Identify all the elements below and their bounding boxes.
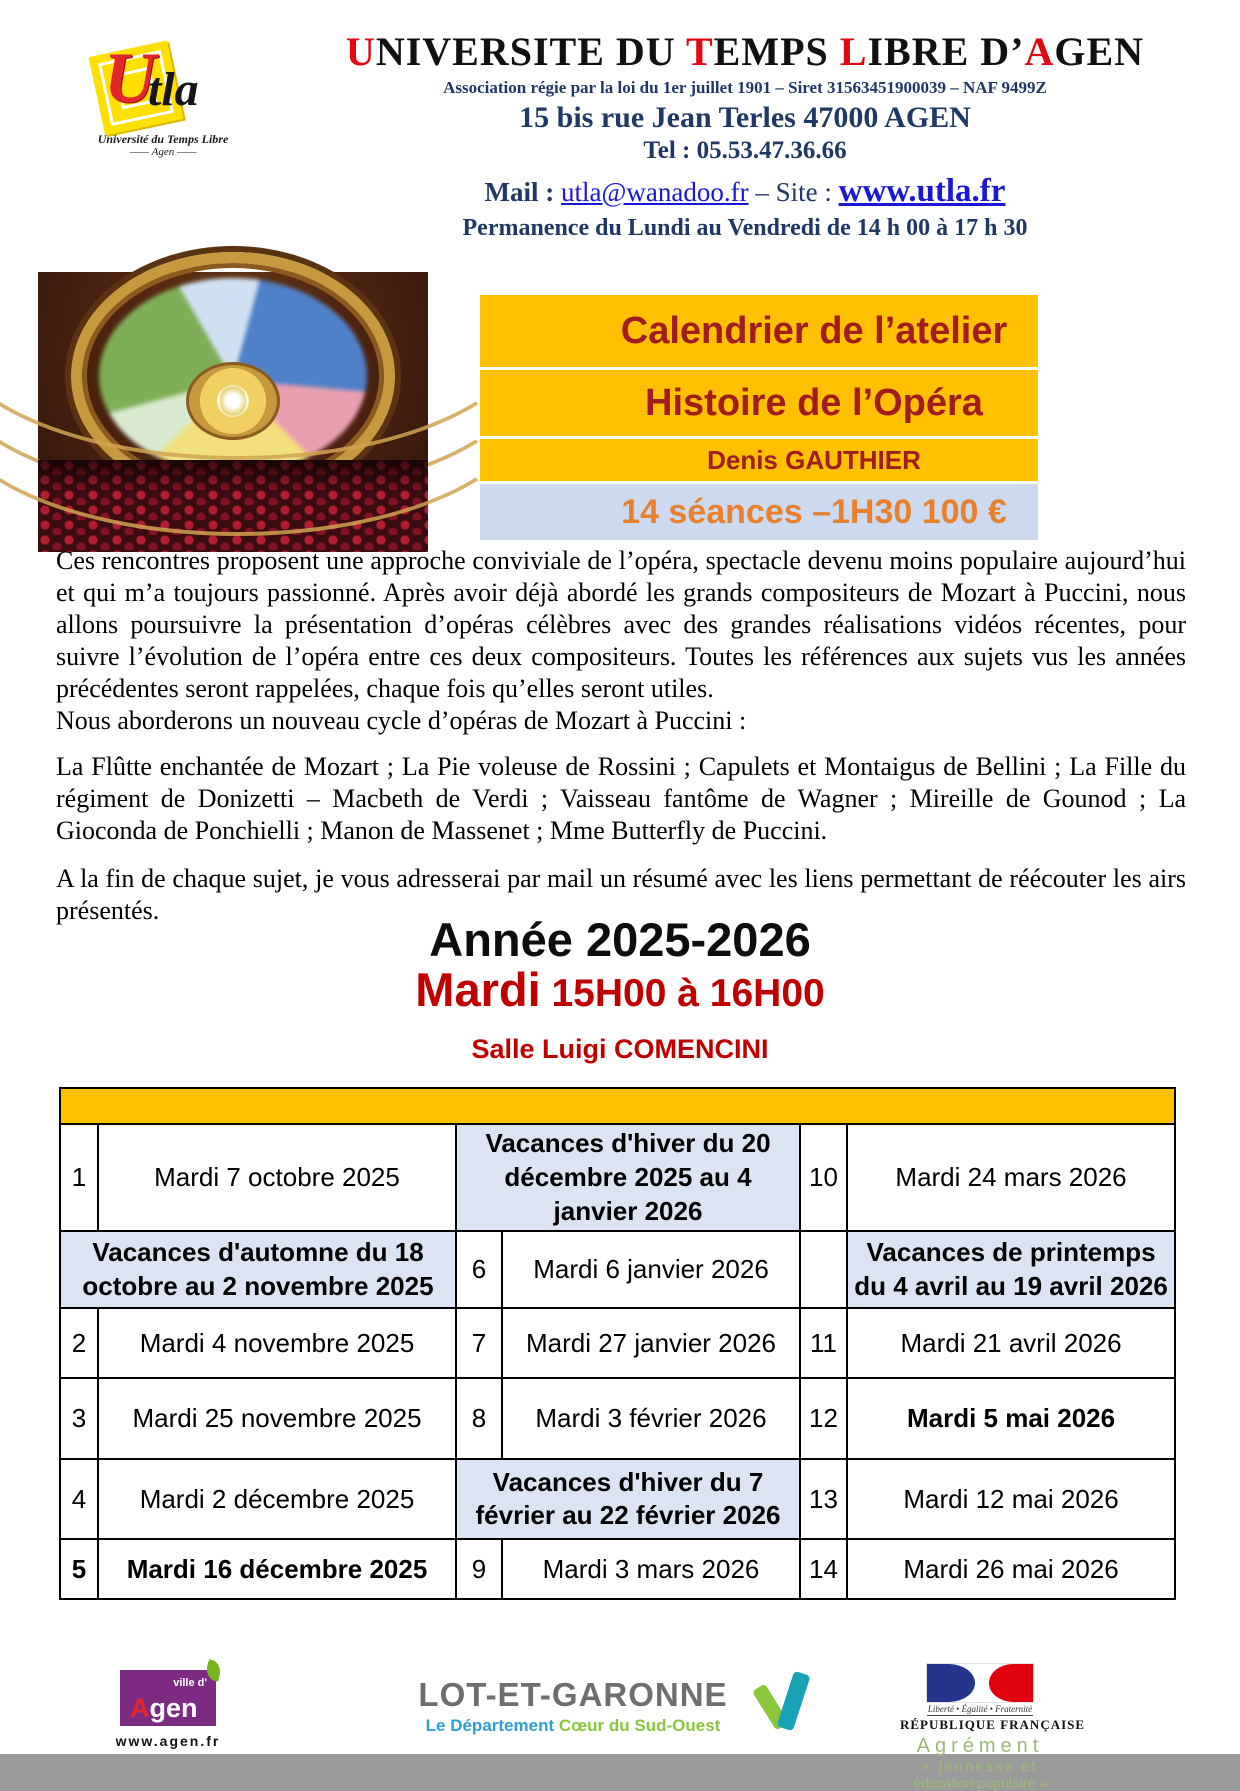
- workshop-banner: [480, 295, 1038, 540]
- session-date: Mardi 4 novembre 2025: [98, 1308, 456, 1378]
- intro-paragraph-3: La Flûtte enchantée de Mozart ; La Pie voleuse de Rossini ; Capulets et Montaigus de Bellini ; La Fille du régiment de Donizetti – Macbeth de Verdi ; Vaisseau fantôme de Wagner ; Mireille de Gounod ; La Gioconda de Ponchielli ; Manon de Massenet ; Mme Butterfly de Puccini.: [56, 752, 1186, 845]
- intro-text: [56, 545, 1186, 927]
- contact-line: [255, 173, 1235, 210]
- session-number: 10: [800, 1124, 847, 1231]
- table-header-cell: [60, 1088, 1175, 1124]
- session-number: 12: [800, 1378, 847, 1459]
- session-date: Mardi 3 février 2026: [502, 1378, 800, 1459]
- agen-logo-box: [120, 1670, 216, 1726]
- departement-tagline-blue: Le Département: [425, 1716, 555, 1735]
- session-number: 4: [60, 1459, 98, 1539]
- session-number: 7: [456, 1308, 502, 1378]
- session-date: Mardi 26 mai 2026: [847, 1539, 1175, 1599]
- session-number: 13: [800, 1459, 847, 1539]
- year-heading: Année 2025-2026: [429, 913, 811, 966]
- session-date: Mardi 6 janvier 2026: [502, 1231, 800, 1308]
- session-date: Mardi 25 novembre 2025: [98, 1378, 456, 1459]
- title-part: A: [1024, 29, 1055, 74]
- departement-tagline: [393, 1716, 753, 1736]
- session-number: 6: [456, 1231, 502, 1308]
- agen-name-rest: gen: [149, 1693, 198, 1723]
- agrement-line2: « jeunesse et: [922, 1758, 1038, 1775]
- agen-city-logo: [108, 1670, 228, 1749]
- session-date: Mardi 12 mai 2026: [847, 1459, 1175, 1539]
- session-date: Mardi 21 avril 2026: [847, 1308, 1175, 1378]
- agrement-line3: éducation populaire »: [913, 1775, 1047, 1791]
- weekday-time-heading: [0, 962, 1240, 1017]
- session-number: 3: [60, 1378, 98, 1459]
- session-number: 5: [60, 1539, 98, 1599]
- banner-title-line2: Histoire de l’Opéra: [480, 370, 1038, 436]
- flag-blue-block: [927, 1664, 975, 1702]
- session-date: Mardi 3 mars 2026: [502, 1539, 800, 1599]
- vacation-note: Vacances d'automne du 18 octobre au 2 novembre 2025: [60, 1231, 456, 1308]
- lot-et-garonne-logo: [393, 1676, 753, 1736]
- vacation-note: Vacances d'hiver du 20 décembre 2025 au 4 janvier 2026: [456, 1124, 800, 1231]
- agen-website: [108, 1733, 228, 1749]
- page-title: [255, 28, 1235, 75]
- session-date: Mardi 2 décembre 2025: [98, 1459, 456, 1539]
- table-row: [60, 1378, 1175, 1459]
- agen-ville-label: ville d': [173, 1677, 207, 1689]
- vacation-note: Vacances d'hiver du 7 février au 22 février 2026: [456, 1459, 800, 1539]
- weekday: Mardi: [415, 963, 541, 1016]
- title-part: GEN: [1054, 29, 1145, 74]
- table-row: [60, 1231, 1175, 1308]
- opera-ceiling-photo: [38, 272, 428, 552]
- utla-logo-tla: tla: [148, 63, 199, 116]
- intro-paragraph-2: Nous aborderons un nouveau cycle d’opéras de Mozart à Puccini :: [56, 706, 747, 735]
- session-number: 8: [456, 1378, 502, 1459]
- intro-paragraph-4: A la fin de chaque sujet, je vous adresserai par mail un résumé avec les liens permettant de réécouter les airs présentés.: [56, 864, 1186, 925]
- website-link[interactable]: www.utla.fr: [838, 173, 1006, 209]
- utla-logo-caption: Université du Temps Libre: [97, 132, 229, 146]
- french-flag-icon: [927, 1664, 1033, 1702]
- departement-tagline-green: Cœur du Sud-Ouest: [554, 1716, 721, 1735]
- session-number: 9: [456, 1539, 502, 1599]
- title-part: U: [345, 29, 376, 74]
- address-line: 15 bis rue Jean Terles 47000 AGEN: [519, 101, 971, 134]
- table-row: [60, 1459, 1175, 1539]
- session-date: Mardi 16 décembre 2025: [98, 1539, 456, 1599]
- session-calendar-table: [59, 1087, 1176, 1600]
- session-date: Mardi 24 mars 2026: [847, 1124, 1175, 1231]
- title-part: L: [839, 29, 868, 74]
- session-date: Mardi 7 octobre 2025: [98, 1124, 456, 1231]
- agen-name-initial: A: [130, 1693, 150, 1723]
- intro-paragraph-1: Ces rencontres proposent une approche conviviale de l’opéra, spectacle devenu moins populaire aujourd’hui et qui m’a toujours passionné. Après avoir déjà abordé les grands compositeurs de Mozart à Puccini, nous allons poursuivre la présentation d’opéras célèbres avec des grandes réalisations vidéos récentes, pour suivre l’évolution de l’opéra entre ces deux compositeurs. Toutes les références aux sujets vus les années précédentes seront rappelées, chaque fois qu’elles seront utiles.: [56, 546, 1186, 703]
- republique-francaise-logo: [900, 1664, 1086, 1791]
- utla-logo-city: —— Agen ——: [129, 146, 197, 158]
- session-date: Mardi 5 mai 2026: [847, 1378, 1175, 1459]
- time-range: 15H00 à 16H00: [540, 972, 825, 1015]
- mail-label: Mail :: [484, 177, 562, 207]
- session-number: 14: [800, 1539, 847, 1599]
- email-link[interactable]: utla@wanadoo.fr: [561, 177, 749, 207]
- banner-sessions-price: 14 séances –1H30 100 €: [480, 484, 1038, 540]
- vacation-note: Vacances de printemps du 4 avril au 19 avril 2026: [847, 1231, 1175, 1308]
- table-row: [60, 1539, 1175, 1599]
- banner-title-line1: Calendrier de l’atelier: [480, 295, 1038, 367]
- swoosh-teal-bar: [776, 1671, 810, 1731]
- session-number: 1: [60, 1124, 98, 1231]
- session-number: 2: [60, 1308, 98, 1378]
- table-row: [60, 1124, 1175, 1231]
- empty-cell: [800, 1231, 847, 1308]
- departement-swoosh-icon: [757, 1672, 819, 1742]
- agen-name: [130, 1695, 198, 1722]
- utla-logo-u: U: [104, 38, 156, 118]
- header-block: [255, 28, 1235, 242]
- agrement-line1: Agrément: [916, 1735, 1044, 1757]
- room-heading: Salle Luigi COMENCINI: [471, 1034, 769, 1064]
- agen-website-link[interactable]: www.agen.fr: [115, 1733, 221, 1749]
- title-part: EMPS: [713, 29, 840, 74]
- departement-name: LOT-ET-GARONNE: [418, 1676, 728, 1713]
- table-header-row: [60, 1088, 1175, 1124]
- session-date: Mardi 27 janvier 2026: [502, 1308, 800, 1378]
- republique-name: RÉPUBLIQUE FRANÇAISE: [900, 1717, 1086, 1732]
- title-part: NIVERSITE DU: [375, 29, 686, 74]
- opening-hours: Permanence du Lundi au Vendredi de 14 h 00 à 17 h 30: [462, 215, 1028, 241]
- title-part: T: [685, 29, 714, 74]
- association-line: Association régie par la loi du 1er juillet 1901 – Siret 31563451900039 – NAF 9499Z: [443, 78, 1047, 97]
- flag-red-block: [989, 1664, 1033, 1702]
- banner-teacher-name: Denis GAUTHIER: [480, 439, 1038, 481]
- site-label: – Site :: [748, 177, 839, 207]
- republique-motto: Liberté • Égalité • Fraternité: [927, 1704, 1033, 1714]
- title-part: IBRE D’: [867, 29, 1025, 74]
- utla-logo: [78, 40, 248, 160]
- table-row: [60, 1308, 1175, 1378]
- session-number: 11: [800, 1308, 847, 1378]
- phone-line: Tel : 05.53.47.36.66: [643, 137, 847, 164]
